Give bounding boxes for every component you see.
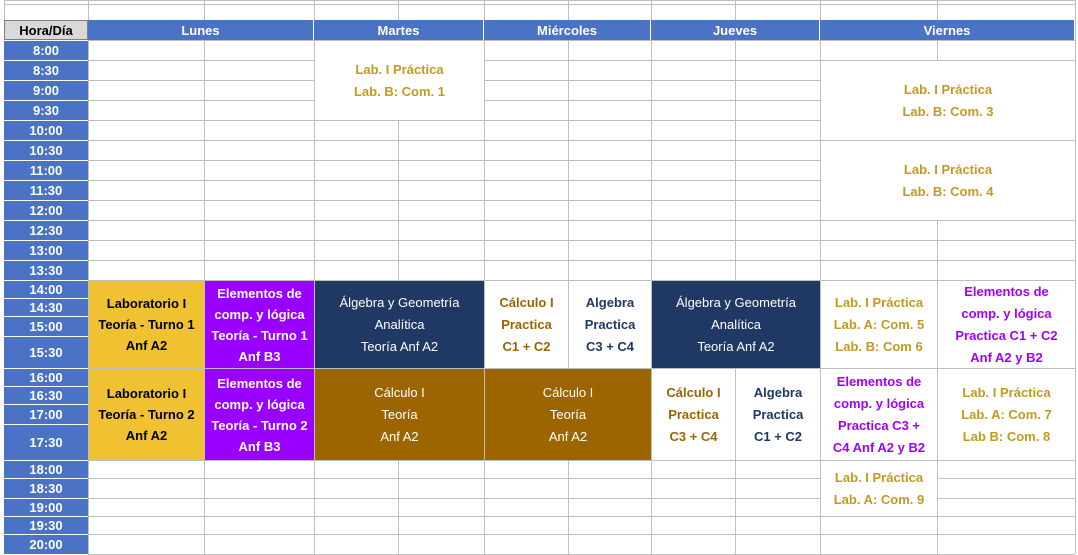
time-slot: 9:30 [4, 100, 88, 120]
course-line: Teoría [381, 406, 418, 422]
course-block-miercoles-calculo-teoria [485, 369, 651, 460]
course-line: Practica [752, 406, 804, 422]
grid-line [735, 0, 736, 554]
course-line: C3 + C4 [669, 428, 718, 444]
course-line: Lab. I Práctica [903, 161, 993, 177]
course-line: Practica [668, 406, 719, 422]
course-line: Elementos de [217, 375, 302, 391]
course-line: Anf B3 [238, 438, 281, 454]
course-line: Practica C1 + C2 [955, 327, 1058, 343]
time-slot: 15:30 [4, 336, 88, 368]
course-block-lunes-lab-teoria-1 [89, 281, 204, 368]
course-block-viernes-lab-evening [821, 461, 937, 516]
course-line: Anf B3 [238, 348, 281, 364]
course-line: C1 + C2 [502, 338, 551, 354]
course-line: Practica [584, 316, 636, 332]
course-block-martes-algebra-teoria [315, 281, 484, 368]
course-block-viernes-elementos-practica-1 [938, 281, 1075, 368]
course-line: Teoría - Turno 1 [211, 327, 308, 343]
course-line: Anf A2 [548, 428, 588, 444]
grid-line [204, 0, 205, 554]
day-header-1: Martes [314, 20, 484, 40]
course-line: Lab. B: Com 6 [835, 338, 923, 354]
course-line: Anf A2 [125, 428, 168, 443]
course-line: Lab. I Práctica [834, 469, 924, 485]
course-line: Cálculo I [666, 384, 721, 400]
course-block-miercoles-algebra-practica-1 [569, 281, 651, 368]
course-line: Algebra [585, 294, 635, 310]
course-line: Teoría [549, 406, 587, 422]
course-line: C3 + C4 [585, 338, 635, 354]
time-slot: 16:30 [4, 386, 88, 404]
time-slot: 17:30 [4, 424, 88, 460]
course-line: Laboratorio I [106, 296, 187, 311]
course-line: Teoría - Turno 2 [98, 407, 195, 422]
course-line: Lab B: Com. 8 [962, 428, 1051, 444]
course-block-martes-calculo-teoria [315, 369, 484, 460]
time-slot: 13:30 [4, 260, 88, 280]
course-line: Teoría Anf A2 [360, 338, 439, 354]
course-block-martes-lab-morning [315, 41, 484, 120]
time-slot: 20:00 [4, 534, 88, 554]
time-slot: 18:00 [4, 460, 88, 478]
course-line: Álgebra y Geometría [339, 294, 460, 310]
day-header-0: Lunes [88, 20, 314, 40]
time-slot: 10:30 [4, 140, 88, 160]
course-line: Analítica [374, 316, 425, 332]
time-slot: 16:00 [4, 368, 88, 386]
course-line: Lab. B: Com. 4 [902, 183, 994, 199]
course-line: Lab. B: Com. 1 [353, 83, 445, 99]
course-line: Lab. I Práctica [962, 384, 1051, 400]
time-slot: 12:00 [4, 200, 88, 220]
course-line: Lab. B: Com. 3 [902, 103, 994, 119]
course-line: Lab. I Práctica [355, 61, 444, 77]
time-slot: 14:00 [4, 280, 88, 298]
course-line: Practica [501, 316, 552, 332]
grid-line [484, 0, 485, 554]
course-block-viernes-lab-morning-2 [821, 141, 1075, 220]
course-line: comp. y lógica [961, 305, 1052, 321]
course-line: Teoría - Turno 2 [211, 417, 308, 433]
time-slot: 9:00 [4, 80, 88, 100]
course-line: Anf A2 [380, 428, 419, 444]
course-line: Lab. I Práctica [903, 81, 993, 97]
course-line: Algebra [753, 384, 803, 400]
grid-line [88, 534, 1075, 535]
grid-line [651, 0, 652, 554]
time-slot: 8:30 [4, 60, 88, 80]
course-line: Cálculo I [499, 294, 554, 310]
time-slot: 10:00 [4, 120, 88, 140]
course-block-jueves-algebra-practica-2 [736, 369, 820, 460]
time-slot: 11:00 [4, 160, 88, 180]
grid-line [4, 0, 1075, 1]
time-slot: 13:00 [4, 240, 88, 260]
grid-line [88, 260, 1075, 261]
course-block-miercoles-calculo-practica-1 [485, 281, 568, 368]
course-line: C4 Anf A2 y B2 [832, 439, 926, 455]
course-block-lunes-elementos-teoria-1 [205, 281, 314, 368]
grid-line [1075, 0, 1076, 554]
grid-line [568, 0, 569, 554]
grid-line [88, 40, 1075, 41]
time-slot: 18:30 [4, 478, 88, 498]
grid-line [4, 4, 1075, 5]
day-header-2: Miércoles [484, 20, 651, 40]
course-line: Lab. A: Com. 7 [961, 406, 1052, 422]
course-block-viernes-lab-afternoon-2 [938, 369, 1075, 460]
day-header-4: Viernes [820, 20, 1075, 40]
course-block-lunes-elementos-teoria-2 [205, 369, 314, 460]
course-line: comp. y lógica [214, 396, 305, 412]
course-line: Elementos de [217, 285, 302, 301]
time-slot: 17:00 [4, 404, 88, 424]
course-line: Teoría - Turno 1 [98, 317, 195, 332]
course-line: Lab. I Práctica [834, 294, 924, 310]
time-slot: 19:00 [4, 498, 88, 516]
course-block-viernes-lab-morning-1 [821, 61, 1075, 140]
course-line: Álgebra y Geometría [676, 294, 796, 310]
course-line: Elementos de [836, 373, 922, 389]
course-line: Anf A2 y B2 [970, 349, 1043, 365]
course-line: Laboratorio I [106, 386, 187, 401]
course-line: Elementos de [964, 283, 1049, 299]
time-slot: 19:30 [4, 516, 88, 534]
grid-line [88, 220, 1075, 221]
course-line: Cálculo I [374, 384, 425, 400]
course-line: Lab. A: Com. 5 [833, 316, 925, 332]
time-slot: 15:00 [4, 316, 88, 336]
course-block-jueves-elementos-practica-2 [821, 369, 937, 460]
course-line: comp. y lógica [833, 395, 925, 411]
course-line: comp. y lógica [214, 306, 305, 322]
course-line: Lab. A: Com. 9 [833, 491, 925, 507]
grid-line [88, 0, 89, 554]
course-block-viernes-lab-afternoon-1 [821, 281, 937, 368]
course-line: Analítica [711, 316, 761, 332]
course-block-jueves-calculo-practica-2 [652, 369, 735, 460]
time-slot: 12:30 [4, 220, 88, 240]
course-line: Cálculo I [542, 384, 594, 400]
course-line: Anf A2 [125, 338, 168, 353]
course-line: Practica C3 + [837, 417, 921, 433]
time-slot: 11:30 [4, 180, 88, 200]
course-line: Teoría Anf A2 [697, 338, 775, 354]
grid-line [88, 240, 1075, 241]
course-block-lunes-lab-teoria-2 [89, 369, 204, 460]
corner-header: Hora/Día [4, 20, 88, 40]
course-line: C1 + C2 [753, 428, 803, 444]
time-slot: 14:30 [4, 298, 88, 316]
day-header-3: Jueves [651, 20, 820, 40]
time-slot: 8:00 [4, 40, 88, 60]
course-block-jueves-algebra-teoria [652, 281, 820, 368]
grid-line [88, 516, 1075, 517]
